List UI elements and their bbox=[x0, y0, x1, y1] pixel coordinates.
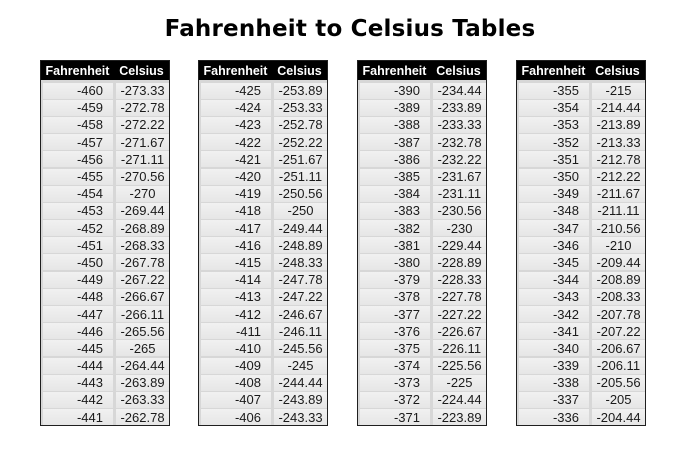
fahrenheit-cell: -445 bbox=[43, 340, 113, 356]
fahrenheit-cell: -450 bbox=[43, 254, 113, 270]
celsius-cell: -270.56 bbox=[116, 169, 169, 185]
celsius-cell: -226.11 bbox=[433, 340, 486, 356]
celsius-cell: -234.44 bbox=[433, 83, 486, 99]
fahrenheit-cell: -425 bbox=[201, 83, 271, 99]
celsius-cell: -232.78 bbox=[433, 134, 486, 150]
celsius-cell: -263.33 bbox=[116, 392, 169, 408]
fahrenheit-cell: -382 bbox=[360, 220, 430, 236]
fahrenheit-cell: -355 bbox=[519, 83, 589, 99]
fahrenheit-cell: -455 bbox=[43, 169, 113, 185]
table-row bbox=[199, 391, 327, 408]
fahrenheit-cell: -441 bbox=[43, 409, 113, 425]
table-row bbox=[199, 220, 327, 237]
table-row bbox=[517, 168, 645, 185]
table-row bbox=[41, 271, 169, 288]
table-row bbox=[358, 151, 486, 168]
celsius-cell: -244.44 bbox=[274, 375, 327, 391]
celsius-cell: -251.11 bbox=[274, 169, 327, 185]
fahrenheit-cell: -414 bbox=[201, 272, 271, 288]
fahrenheit-cell: -383 bbox=[360, 203, 430, 219]
table-row bbox=[358, 340, 486, 357]
table-row bbox=[358, 409, 486, 426]
fahrenheit-cell: -452 bbox=[43, 220, 113, 236]
celsius-cell: -266.11 bbox=[116, 306, 169, 322]
celsius-cell: -252.22 bbox=[274, 134, 327, 150]
fahrenheit-cell: -421 bbox=[201, 151, 271, 167]
table-row bbox=[358, 220, 486, 237]
conversion-table bbox=[40, 60, 170, 426]
table-row bbox=[41, 134, 169, 151]
celsius-cell: -246.67 bbox=[274, 306, 327, 322]
celsius-cell: -228.89 bbox=[433, 254, 486, 270]
table-row bbox=[41, 374, 169, 391]
celsius-cell: -271.67 bbox=[116, 134, 169, 150]
table-row bbox=[358, 116, 486, 133]
celsius-cell: -263.89 bbox=[116, 375, 169, 391]
table-row bbox=[517, 357, 645, 374]
celsius-cell: -245 bbox=[274, 358, 327, 374]
celsius-cell: -268.33 bbox=[116, 237, 169, 253]
celsius-header: Celsius bbox=[595, 63, 640, 78]
fahrenheit-cell: -353 bbox=[519, 117, 589, 133]
celsius-cell: -231.11 bbox=[433, 186, 486, 202]
table-row bbox=[358, 305, 486, 322]
table-row bbox=[358, 254, 486, 271]
fahrenheit-cell: -345 bbox=[519, 254, 589, 270]
fahrenheit-cell: -458 bbox=[43, 117, 113, 133]
table-row bbox=[358, 323, 486, 340]
fahrenheit-cell: -349 bbox=[519, 186, 589, 202]
fahrenheit-cell: -447 bbox=[43, 306, 113, 322]
table-row bbox=[41, 99, 169, 116]
table-header bbox=[358, 61, 486, 80]
fahrenheit-cell: -347 bbox=[519, 220, 589, 236]
fahrenheit-cell: -342 bbox=[519, 306, 589, 322]
fahrenheit-cell: -408 bbox=[201, 375, 271, 391]
table-row bbox=[41, 323, 169, 340]
conversion-table bbox=[357, 60, 487, 426]
celsius-cell: -231.67 bbox=[433, 169, 486, 185]
celsius-header: Celsius bbox=[436, 63, 481, 78]
celsius-cell: -246.11 bbox=[274, 323, 327, 339]
table-row bbox=[358, 82, 486, 99]
table-row bbox=[517, 288, 645, 305]
conversion-table bbox=[516, 60, 646, 426]
table-row bbox=[199, 237, 327, 254]
fahrenheit-cell: -380 bbox=[360, 254, 430, 270]
fahrenheit-cell: -372 bbox=[360, 392, 430, 408]
celsius-cell: -206.67 bbox=[592, 340, 645, 356]
fahrenheit-cell: -387 bbox=[360, 134, 430, 150]
celsius-cell: -227.22 bbox=[433, 306, 486, 322]
fahrenheit-cell: -460 bbox=[43, 83, 113, 99]
table-row bbox=[41, 168, 169, 185]
table-row bbox=[358, 357, 486, 374]
fahrenheit-cell: -407 bbox=[201, 392, 271, 408]
table-row bbox=[199, 305, 327, 322]
fahrenheit-cell: -390 bbox=[360, 83, 430, 99]
fahrenheit-cell: -338 bbox=[519, 375, 589, 391]
table-row bbox=[358, 202, 486, 219]
celsius-cell: -265 bbox=[116, 340, 169, 356]
conversion-table bbox=[198, 60, 328, 426]
celsius-cell: -205.56 bbox=[592, 375, 645, 391]
table-row bbox=[199, 271, 327, 288]
table-row bbox=[358, 237, 486, 254]
celsius-cell: -253.33 bbox=[274, 100, 327, 116]
table-row bbox=[358, 391, 486, 408]
table-row bbox=[41, 254, 169, 271]
table-row bbox=[199, 116, 327, 133]
table-row bbox=[41, 357, 169, 374]
celsius-cell: -252.78 bbox=[274, 117, 327, 133]
fahrenheit-cell: -354 bbox=[519, 100, 589, 116]
celsius-cell: -204.44 bbox=[592, 409, 645, 425]
fahrenheit-cell: -449 bbox=[43, 272, 113, 288]
fahrenheit-cell: -443 bbox=[43, 375, 113, 391]
fahrenheit-cell: -389 bbox=[360, 100, 430, 116]
celsius-cell: -268.89 bbox=[116, 220, 169, 236]
celsius-cell: -214.44 bbox=[592, 100, 645, 116]
fahrenheit-cell: -379 bbox=[360, 272, 430, 288]
table-row bbox=[199, 288, 327, 305]
table-body bbox=[517, 80, 645, 426]
fahrenheit-cell: -453 bbox=[43, 203, 113, 219]
celsius-cell: -210 bbox=[592, 237, 645, 253]
celsius-cell: -247.22 bbox=[274, 289, 327, 305]
fahrenheit-cell: -377 bbox=[360, 306, 430, 322]
fahrenheit-cell: -373 bbox=[360, 375, 430, 391]
celsius-cell: -272.78 bbox=[116, 100, 169, 116]
fahrenheit-cell: -341 bbox=[519, 323, 589, 339]
table-row bbox=[41, 151, 169, 168]
celsius-cell: -213.33 bbox=[592, 134, 645, 150]
fahrenheit-cell: -423 bbox=[201, 117, 271, 133]
celsius-cell: -212.78 bbox=[592, 151, 645, 167]
fahrenheit-header: Fahrenheit bbox=[203, 63, 268, 78]
fahrenheit-cell: -351 bbox=[519, 151, 589, 167]
table-row bbox=[517, 185, 645, 202]
fahrenheit-cell: -386 bbox=[360, 151, 430, 167]
fahrenheit-cell: -375 bbox=[360, 340, 430, 356]
fahrenheit-cell: -416 bbox=[201, 237, 271, 253]
celsius-cell: -226.67 bbox=[433, 323, 486, 339]
celsius-cell: -265.56 bbox=[116, 323, 169, 339]
fahrenheit-cell: -412 bbox=[201, 306, 271, 322]
table-row bbox=[41, 305, 169, 322]
celsius-cell: -267.78 bbox=[116, 254, 169, 270]
fahrenheit-cell: -448 bbox=[43, 289, 113, 305]
fahrenheit-cell: -376 bbox=[360, 323, 430, 339]
celsius-cell: -228.33 bbox=[433, 272, 486, 288]
fahrenheit-cell: -346 bbox=[519, 237, 589, 253]
celsius-cell: -225.56 bbox=[433, 358, 486, 374]
celsius-cell: -211.11 bbox=[592, 203, 645, 219]
table-row bbox=[358, 288, 486, 305]
celsius-cell: -211.67 bbox=[592, 186, 645, 202]
celsius-header: Celsius bbox=[119, 63, 164, 78]
table-row bbox=[41, 237, 169, 254]
celsius-cell: -243.33 bbox=[274, 409, 327, 425]
table-row bbox=[199, 82, 327, 99]
fahrenheit-cell: -374 bbox=[360, 358, 430, 374]
table-row bbox=[358, 168, 486, 185]
fahrenheit-cell: -371 bbox=[360, 409, 430, 425]
celsius-cell: -232.22 bbox=[433, 151, 486, 167]
celsius-cell: -250 bbox=[274, 203, 327, 219]
celsius-cell: -251.67 bbox=[274, 151, 327, 167]
celsius-cell: -208.89 bbox=[592, 272, 645, 288]
fahrenheit-cell: -451 bbox=[43, 237, 113, 253]
celsius-cell: -267.22 bbox=[116, 272, 169, 288]
celsius-cell: -223.89 bbox=[433, 409, 486, 425]
celsius-cell: -225 bbox=[433, 375, 486, 391]
table-row bbox=[41, 288, 169, 305]
fahrenheit-cell: -422 bbox=[201, 134, 271, 150]
fahrenheit-header: Fahrenheit bbox=[45, 63, 110, 78]
fahrenheit-cell: -343 bbox=[519, 289, 589, 305]
fahrenheit-cell: -456 bbox=[43, 151, 113, 167]
fahrenheit-header: Fahrenheit bbox=[362, 63, 427, 78]
table-row bbox=[199, 323, 327, 340]
table-row bbox=[358, 374, 486, 391]
table-body bbox=[199, 80, 327, 426]
table-row bbox=[517, 254, 645, 271]
celsius-cell: -247.78 bbox=[274, 272, 327, 288]
fahrenheit-cell: -420 bbox=[201, 169, 271, 185]
table-header bbox=[41, 61, 169, 80]
fahrenheit-cell: -411 bbox=[201, 323, 271, 339]
table-row bbox=[199, 151, 327, 168]
celsius-cell: -230.56 bbox=[433, 203, 486, 219]
celsius-cell: -243.89 bbox=[274, 392, 327, 408]
fahrenheit-cell: -344 bbox=[519, 272, 589, 288]
fahrenheit-header: Fahrenheit bbox=[521, 63, 586, 78]
celsius-header: Celsius bbox=[277, 63, 322, 78]
celsius-cell: -270 bbox=[116, 186, 169, 202]
table-row bbox=[517, 374, 645, 391]
table-row bbox=[199, 202, 327, 219]
celsius-cell: -271.11 bbox=[116, 151, 169, 167]
celsius-cell: -209.44 bbox=[592, 254, 645, 270]
celsius-cell: -248.33 bbox=[274, 254, 327, 270]
table-body bbox=[41, 80, 169, 426]
fahrenheit-cell: -454 bbox=[43, 186, 113, 202]
table-row bbox=[41, 82, 169, 99]
table-row bbox=[517, 391, 645, 408]
fahrenheit-cell: -339 bbox=[519, 358, 589, 374]
celsius-cell: -269.44 bbox=[116, 203, 169, 219]
fahrenheit-cell: -410 bbox=[201, 340, 271, 356]
table-row bbox=[199, 99, 327, 116]
fahrenheit-cell: -352 bbox=[519, 134, 589, 150]
table-row bbox=[517, 305, 645, 322]
fahrenheit-cell: -348 bbox=[519, 203, 589, 219]
table-row bbox=[199, 168, 327, 185]
table-row bbox=[199, 254, 327, 271]
table-row bbox=[358, 134, 486, 151]
fahrenheit-cell: -336 bbox=[519, 409, 589, 425]
celsius-cell: -208.33 bbox=[592, 289, 645, 305]
table-header bbox=[517, 61, 645, 80]
fahrenheit-cell: -350 bbox=[519, 169, 589, 185]
table-row bbox=[41, 185, 169, 202]
table-row bbox=[517, 202, 645, 219]
celsius-cell: -227.78 bbox=[433, 289, 486, 305]
fahrenheit-cell: -418 bbox=[201, 203, 271, 219]
celsius-cell: -273.33 bbox=[116, 83, 169, 99]
fahrenheit-cell: -337 bbox=[519, 392, 589, 408]
celsius-cell: -230 bbox=[433, 220, 486, 236]
table-row bbox=[199, 185, 327, 202]
table-row bbox=[41, 409, 169, 426]
celsius-cell: -229.44 bbox=[433, 237, 486, 253]
fahrenheit-cell: -378 bbox=[360, 289, 430, 305]
table-row bbox=[517, 340, 645, 357]
table-row bbox=[199, 409, 327, 426]
table-row bbox=[517, 271, 645, 288]
celsius-cell: -245.56 bbox=[274, 340, 327, 356]
table-row bbox=[517, 323, 645, 340]
table-row bbox=[358, 185, 486, 202]
table-body bbox=[358, 80, 486, 426]
table-header bbox=[199, 61, 327, 80]
table-row bbox=[517, 134, 645, 151]
table-row bbox=[199, 134, 327, 151]
fahrenheit-cell: -442 bbox=[43, 392, 113, 408]
celsius-cell: -250.56 bbox=[274, 186, 327, 202]
table-row bbox=[41, 202, 169, 219]
fahrenheit-cell: -413 bbox=[201, 289, 271, 305]
fahrenheit-cell: -419 bbox=[201, 186, 271, 202]
fahrenheit-cell: -409 bbox=[201, 358, 271, 374]
fahrenheit-cell: -385 bbox=[360, 169, 430, 185]
fahrenheit-cell: -415 bbox=[201, 254, 271, 270]
table-row bbox=[41, 391, 169, 408]
table-row bbox=[517, 116, 645, 133]
celsius-cell: -224.44 bbox=[433, 392, 486, 408]
celsius-cell: -207.78 bbox=[592, 306, 645, 322]
celsius-cell: -262.78 bbox=[116, 409, 169, 425]
fahrenheit-cell: -444 bbox=[43, 358, 113, 374]
celsius-cell: -213.89 bbox=[592, 117, 645, 133]
fahrenheit-cell: -340 bbox=[519, 340, 589, 356]
table-row bbox=[199, 357, 327, 374]
table-row bbox=[517, 409, 645, 426]
celsius-cell: -264.44 bbox=[116, 358, 169, 374]
table-row bbox=[517, 82, 645, 99]
table-row bbox=[358, 271, 486, 288]
fahrenheit-cell: -459 bbox=[43, 100, 113, 116]
table-row bbox=[517, 237, 645, 254]
celsius-cell: -207.22 bbox=[592, 323, 645, 339]
celsius-cell: -266.67 bbox=[116, 289, 169, 305]
celsius-cell: -272.22 bbox=[116, 117, 169, 133]
fahrenheit-cell: -457 bbox=[43, 134, 113, 150]
table-row bbox=[199, 374, 327, 391]
celsius-cell: -233.89 bbox=[433, 100, 486, 116]
fahrenheit-cell: -381 bbox=[360, 237, 430, 253]
celsius-cell: -248.89 bbox=[274, 237, 327, 253]
celsius-cell: -249.44 bbox=[274, 220, 327, 236]
table-row bbox=[41, 116, 169, 133]
table-row bbox=[517, 220, 645, 237]
page-title: Fahrenheit to Celsius Tables bbox=[164, 16, 536, 42]
table-row bbox=[199, 340, 327, 357]
fahrenheit-cell: -417 bbox=[201, 220, 271, 236]
celsius-cell: -206.11 bbox=[592, 358, 645, 374]
fahrenheit-cell: -406 bbox=[201, 409, 271, 425]
table-row bbox=[358, 99, 486, 116]
fahrenheit-cell: -424 bbox=[201, 100, 271, 116]
celsius-cell: -215 bbox=[592, 83, 645, 99]
celsius-cell: -233.33 bbox=[433, 117, 486, 133]
celsius-cell: -210.56 bbox=[592, 220, 645, 236]
table-row bbox=[517, 151, 645, 168]
table-row bbox=[517, 99, 645, 116]
fahrenheit-cell: -384 bbox=[360, 186, 430, 202]
fahrenheit-cell: -388 bbox=[360, 117, 430, 133]
fahrenheit-cell: -446 bbox=[43, 323, 113, 339]
table-row bbox=[41, 220, 169, 237]
celsius-cell: -212.22 bbox=[592, 169, 645, 185]
table-row bbox=[41, 340, 169, 357]
celsius-cell: -253.89 bbox=[274, 83, 327, 99]
celsius-cell: -205 bbox=[592, 392, 645, 408]
